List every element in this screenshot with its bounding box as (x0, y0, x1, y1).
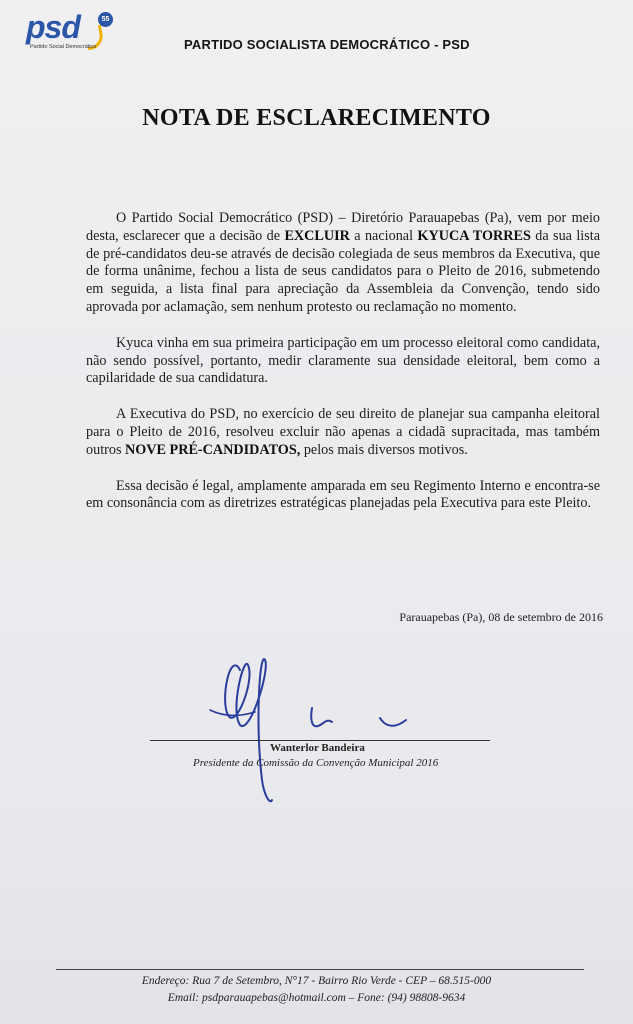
logo-tagline: Partido Social Democrático (30, 44, 97, 50)
candidate-name-emphasis: KYUCA TORRES (417, 227, 531, 244)
party-name-heading: PARTIDO SOCIALISTA DEMOCRÁTICO - PSD (184, 37, 470, 52)
footer-address: Endereço: Rua 7 de Setembro, N°17 - Bairro Rio Verde - CEP – 68.515-000 (141, 975, 492, 987)
letter-body (86, 210, 600, 531)
footer-divider (56, 969, 584, 970)
excluir-emphasis: EXCLUIR (284, 227, 350, 244)
paragraph-3-text-c: pelos mais diversos motivos. (300, 441, 468, 458)
date-line: Parauapebas (Pa), 08 de setembro de 2016 (399, 610, 603, 624)
logo-wordmark: psd (26, 9, 80, 45)
footer (0, 973, 633, 1007)
paragraph-1-text-c: a nacional (349, 227, 418, 244)
footer-contact: Email: psdparauapebas@hotmail.com – Fone: (94) 98808-9634 (167, 992, 466, 1004)
paragraph-1-text-a: O Partido Social Democrático (PSD) – Diretório Parauapebas (Pa), vem por meio desta, esclarecer que a decisão de (86, 210, 600, 244)
document-title: NOTA DE ESCLARECIMENTO (142, 105, 491, 131)
paragraph-2: Kyuca vinha em sua primeira participação em um processo eleitoral como candidata, não sendo possível, portanto, medir claramente sua densidade eleitoral, bem como a capilaridade de sua candidatura. (86, 334, 600, 387)
paragraph-1 (86, 210, 600, 317)
paragraph-3-text-a: A Executiva do PSD, no exercício de seu direito de planejar sua campanha eleitoral para o Pleito de 2016, resolveu excluir não apenas a cidadã supracitada, mas também outros (86, 406, 600, 458)
paragraph-3 (86, 406, 600, 459)
paragraph-1-text-e: da sua lista de pré-candidatos deu-se através de decisão colegiada de seus membros da Executiva, que de forma unânime, fechou a lista de seus candidatos para o Pleito de 2016, submetendo em seguida, a lista final para apreciação da Assembleia da Convenção, tendo sido aprovada por aclamação, sem nenhum protesto ou reclamação no momento. (86, 227, 601, 315)
signature-line (150, 740, 490, 741)
signer-name: Wanterlor Bandeira (270, 742, 365, 754)
logo-number-badge: 55 (98, 12, 113, 27)
signer-role: Presidente da Comissão da Convenção Municipal 2016 (193, 757, 439, 769)
nove-pre-candidatos-emphasis: NOVE PRÉ-CANDIDATOS, (125, 441, 301, 458)
handwritten-signature (200, 640, 440, 810)
paragraph-4: Essa decisão é legal, amplamente amparada em seu Regimento Interno e encontra-se em consonância com as diretrizes estratégicas planejadas pela Executiva para este Pleito. (86, 477, 600, 512)
psd-logo (26, 10, 118, 54)
